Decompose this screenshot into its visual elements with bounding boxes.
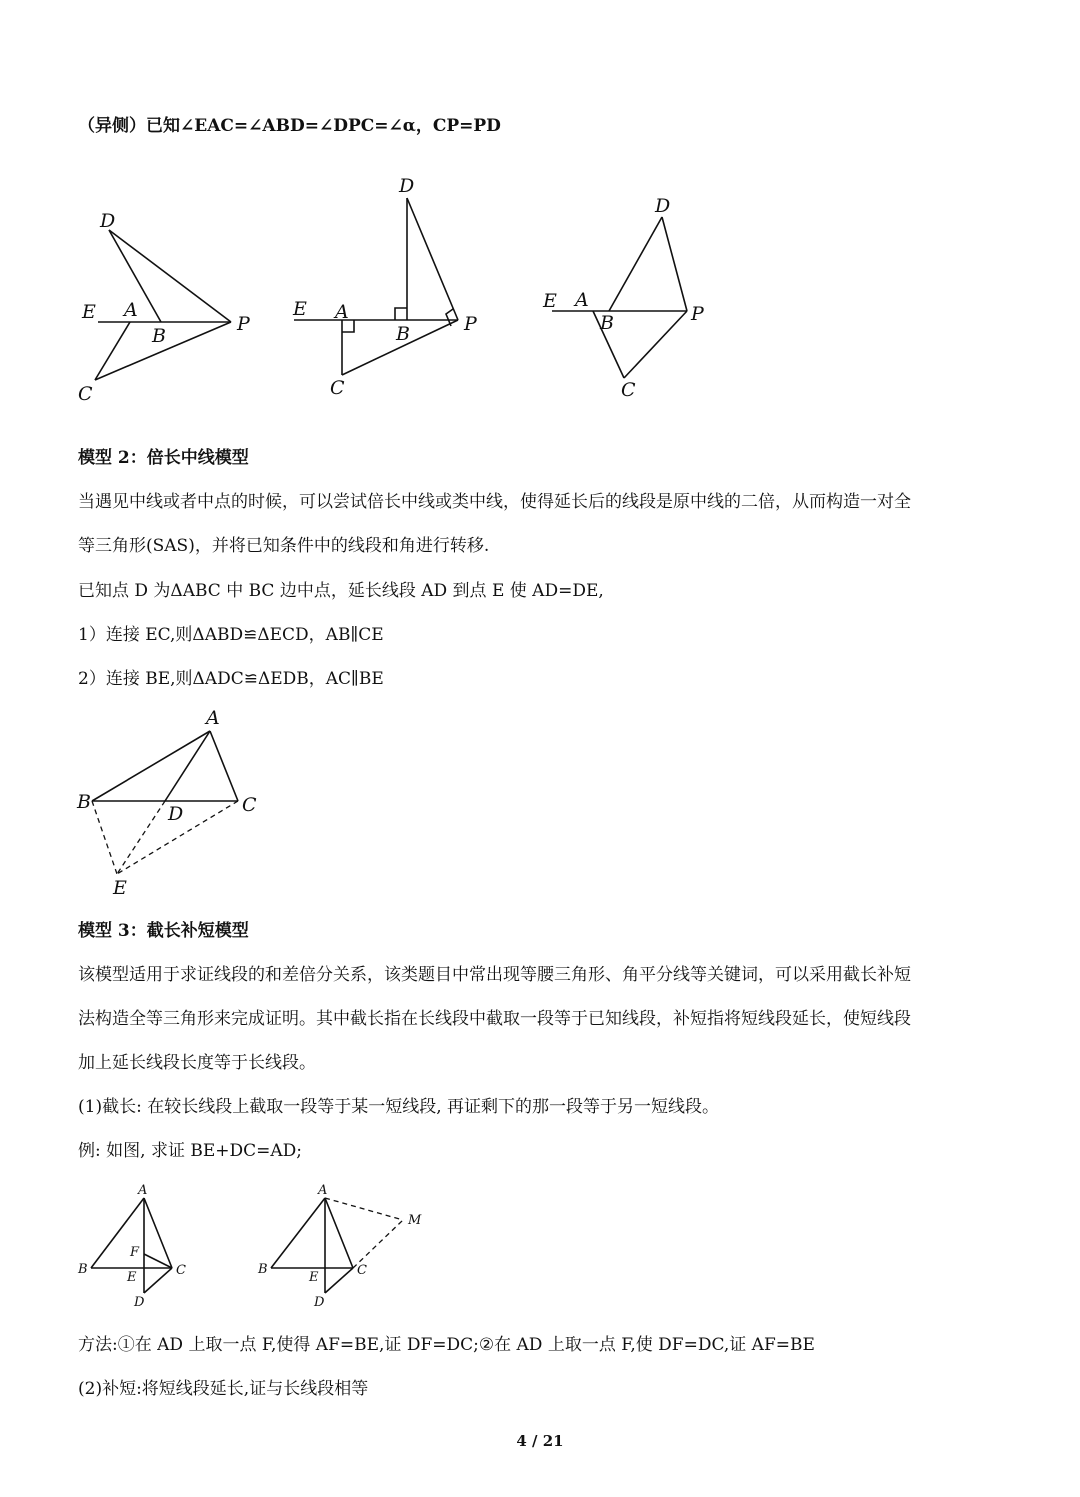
model2-para-line1: 当遇见中线或者中点的时候，可以尝试倍长中线或类中线，使得延长后的线段是原中线的二倍，从而构造一对全	[78, 492, 911, 512]
fig1-label-c: C	[78, 383, 93, 405]
m2-label-e: E	[113, 877, 127, 899]
model3-title: 模型 3：截长补短模型	[78, 921, 249, 941]
fig3-label-d: D	[655, 195, 671, 217]
m3b-label-b: B	[258, 1262, 268, 1277]
fig3-label-e: E	[543, 290, 557, 312]
fig1-label-b: B	[152, 325, 166, 347]
page-number: 4 / 21	[516, 1432, 564, 1450]
m3b-label-m: M	[408, 1213, 422, 1228]
m3b-label-c: C	[357, 1263, 367, 1278]
fig2-label-b: B	[396, 323, 410, 345]
fig1-label-d: D	[100, 210, 116, 232]
figure-2	[292, 175, 478, 399]
fig3-label-p: P	[691, 303, 704, 325]
m2-label-b: B	[77, 791, 91, 813]
fig3-label-a: A	[575, 289, 589, 311]
model3-method: 方法:①在 AD 上取一点 F,使得 AF=BE,证 DF=DC;②在 AD 上取一点 F,使 DF=DC,证 AF=BE	[78, 1335, 815, 1355]
model3-para-line3: 加上延长线段长度等于长线段。	[78, 1053, 316, 1073]
fig2-label-e: E	[293, 298, 307, 320]
m3a-label-c: C	[176, 1263, 186, 1278]
fig1-label-p: P	[237, 313, 250, 335]
model2-given: 已知点 D 为ΔABC 中 BC 边中点，延长线段 AD 到点 E 使 AD=DE,	[78, 581, 604, 601]
model2-title: 模型 2：倍长中线模型	[78, 448, 249, 468]
model2-item-1: 1）连接 EC,则ΔABD≌ΔECD，AB∥CE	[78, 625, 384, 645]
model3-jiechang: (1)截长: 在较长线段上截取一段等于某一短线段, 再证剩下的那一段等于另一短线段。	[78, 1097, 720, 1117]
model3-figure-b	[257, 1183, 422, 1310]
model3-buduan: (2)补短:将短线段延长,证与长线段相等	[78, 1379, 369, 1399]
model2-figure	[76, 707, 257, 899]
m3a-label-d: D	[134, 1295, 145, 1310]
figure-1	[78, 210, 251, 405]
figure-3	[542, 195, 705, 401]
model3-example: 例: 如图, 求证 BE+DC=AD;	[78, 1141, 303, 1161]
fig1-label-e: E	[82, 301, 96, 323]
m2-label-c: C	[242, 794, 257, 816]
m3b-label-e: E	[309, 1270, 319, 1285]
fig2-label-c: C	[330, 377, 345, 399]
m3a-label-e: E	[127, 1270, 137, 1285]
m3a-label-f: F	[130, 1245, 140, 1260]
model3-para-line2: 法构造全等三角形来完成证明。其中截长指在长线段中截取一段等于已知线段，补短指将短线段延长，使短线段	[78, 1009, 911, 1029]
fig2-label-a: A	[335, 301, 349, 323]
m3b-label-a: A	[318, 1183, 328, 1198]
model2-item-2: 2）连接 BE,则ΔADC≌ΔEDB，AC∥BE	[78, 669, 384, 689]
fig3-label-b: B	[600, 312, 614, 334]
fig1-label-a: A	[124, 299, 138, 321]
m2-label-d: D	[168, 803, 184, 825]
model2-para-line2: 等三角形(SAS)，并将已知条件中的线段和角进行转移.	[78, 536, 490, 556]
m2-label-a: A	[206, 707, 220, 729]
m3b-label-d: D	[314, 1295, 325, 1310]
fig3-label-c: C	[621, 379, 636, 401]
model3-para-line1: 该模型适用于求证线段的和差倍分关系，该类题目中常出现等腰三角形、角平分线等关键词，可以采用截长补短	[78, 965, 911, 985]
heading-yice: （异侧）已知∠EAC=∠ABD=∠DPC=∠α，CP=PD	[78, 116, 501, 136]
m3a-label-b: B	[78, 1262, 88, 1277]
model3-figure-a	[77, 1183, 186, 1310]
m3a-label-a: A	[138, 1183, 148, 1198]
fig2-label-p: P	[464, 313, 477, 335]
fig2-label-d: D	[399, 175, 415, 197]
